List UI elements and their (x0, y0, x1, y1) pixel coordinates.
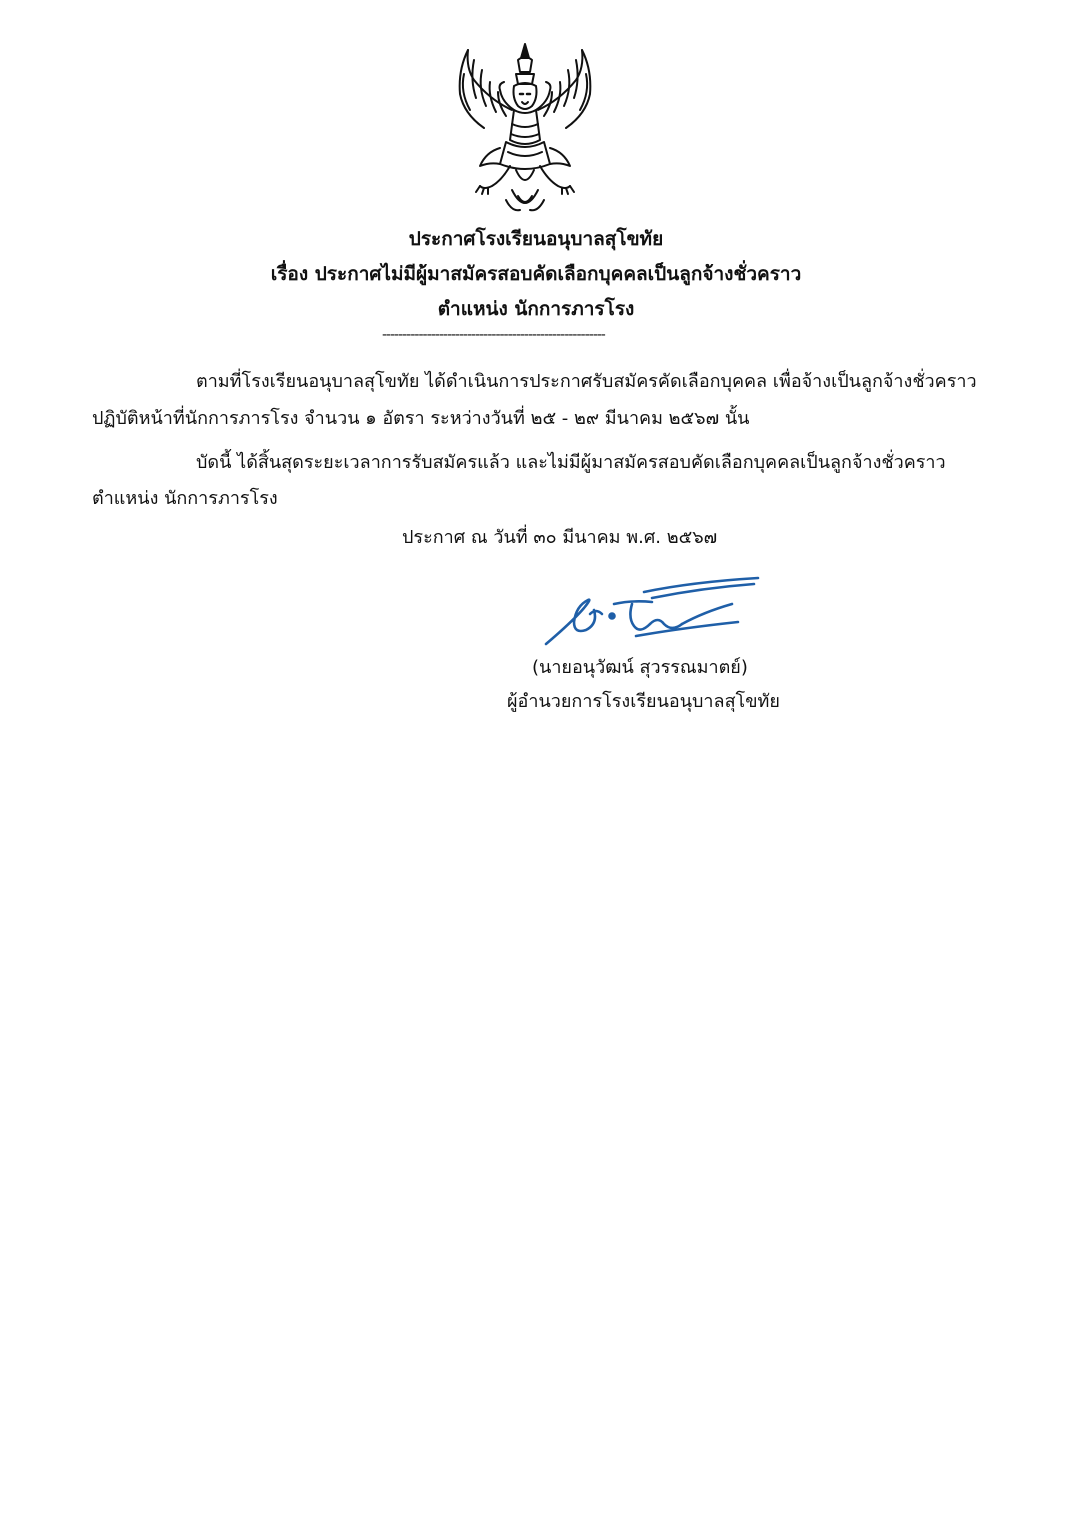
announcement-title: ประกาศโรงเรียนอนุบาลสุโขทัย (408, 228, 664, 250)
signatory-title: ผู้อำนวยการโรงเรียนอนุบาลสุโขทัย (507, 691, 780, 712)
paragraph-2-line-1: บัดนี้ ได้สิ้นสุดระยะเวลาการรับสมัครแล้ว และไม่มีผู้มาสมัครสอบคัดเลือกบุคคลเป็นลูกจ้างชั่วคราว (196, 452, 946, 473)
paragraph-1-line-1: ตามที่โรงเรียนอนุบาลสุโขทัย ได้ดำเนินการประกาศรับสมัครคัดเลือกบุคคล เพื่อจ้างเป็นลูกจ้างชั่วคราว (196, 371, 977, 392)
garuda-emblem-icon (450, 40, 600, 218)
paragraph-2-line-2: ตำแหน่ง นักการภารโรง (92, 488, 278, 509)
title-divider: ------------------------------------------------------- (382, 327, 605, 343)
signature-icon (532, 568, 772, 658)
announcement-subject: เรื่อง ประกาศไม่มีผู้มาสมัครสอบคัดเลือกบุคคลเป็นลูกจ้างชั่วคราว (270, 263, 802, 285)
announcement-date: ประกาศ ณ วันที่ ๓๐ มีนาคม พ.ศ. ๒๕๖๗ (402, 527, 718, 548)
signatory-name: (นายอนุวัฒน์ สุวรรณมาตย์) (532, 657, 748, 678)
paragraph-1-line-2: ปฏิบัติหน้าที่นักการภารโรง จำนวน ๑ อัตรา ระหว่างวันที่ ๒๕ - ๒๙ มีนาคม ๒๕๖๗ นั้น (92, 408, 750, 429)
announcement-position: ตำแหน่ง นักการภารโรง (437, 298, 635, 320)
